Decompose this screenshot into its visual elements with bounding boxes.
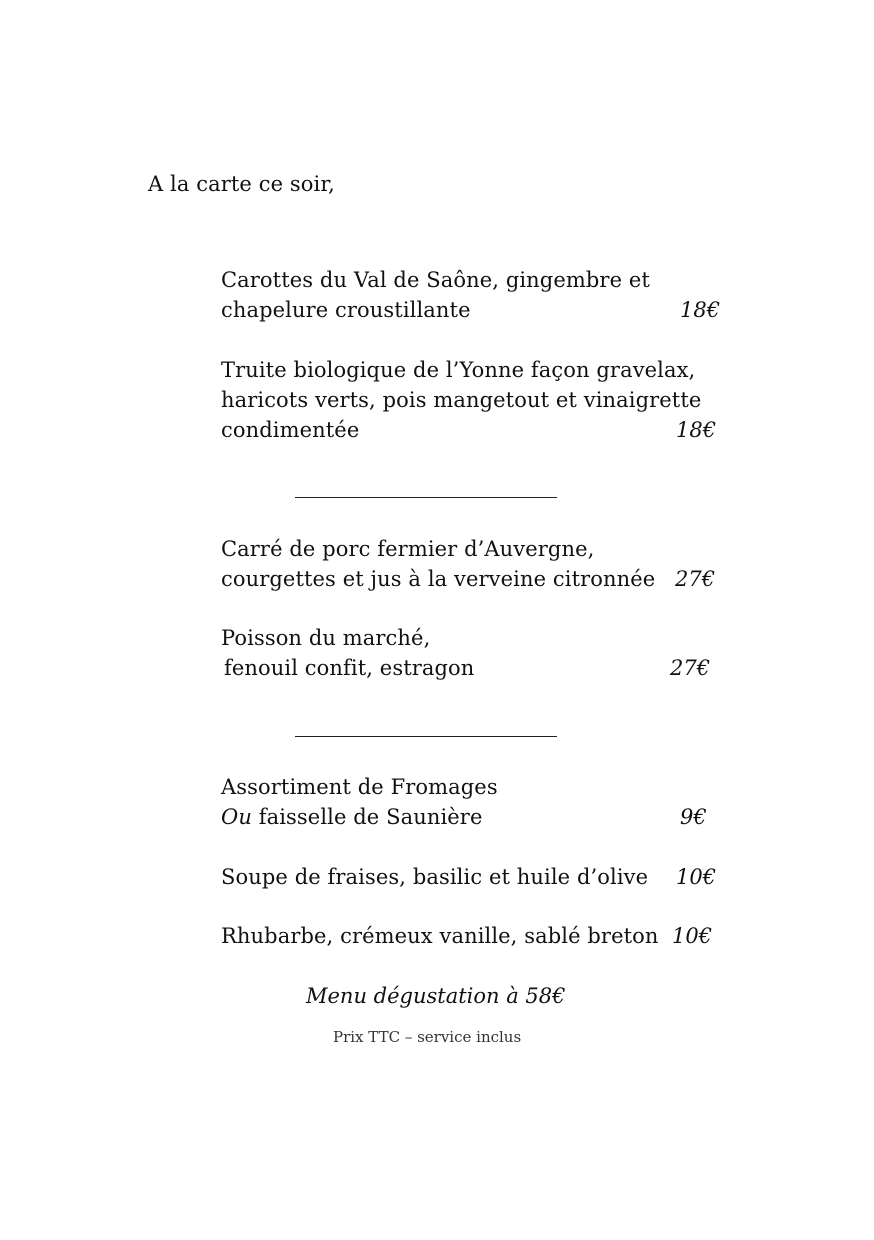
dessert-1-alt-text: faisselle de Saunière	[258, 805, 483, 829]
starter-2-line-1: Truite biologique de l’Yonne façon gravelax,	[221, 358, 696, 382]
starter-1-line-1: Carottes du Val de Saône, gingembre et	[221, 268, 650, 292]
dessert-1-price: 9€	[680, 805, 707, 829]
starter-2-line-2: haricots verts, pois mangetout et vinaigrette	[221, 388, 702, 412]
dessert-1-line-1: Assortiment de Fromages	[221, 775, 498, 799]
main-1-line-1: Carré de porc fermier d’Auvergne,	[221, 537, 595, 561]
starter-1-price: 18€	[680, 298, 721, 322]
main-1-line-2: courgettes et jus à la verveine citronnée	[221, 567, 656, 591]
dessert-3-price: 10€	[672, 924, 713, 948]
starter-1-line-2: chapelure croustillante	[221, 298, 471, 322]
dessert-2-line: Soupe de fraises, basilic et huile d’olive	[221, 865, 649, 889]
dessert-1-or-word: Ou	[221, 805, 252, 829]
footer-note: Prix TTC – service inclus	[333, 1028, 522, 1046]
starter-2-line-3: condimentée	[221, 418, 360, 442]
main-1-price: 27€	[675, 567, 716, 591]
section-divider	[295, 736, 557, 737]
section-divider	[295, 497, 557, 498]
main-2-line-1: Poisson du marché,	[221, 626, 431, 650]
tasting-menu-text: Menu dégustation à 58€	[306, 984, 566, 1008]
dessert-3-line: Rhubarbe, crémeux vanille, sablé breton	[221, 924, 659, 948]
main-2-price: 27€	[670, 656, 711, 680]
intro-text: A la carte ce soir,	[148, 172, 335, 196]
main-2-line-2: fenouil confit, estragon	[224, 656, 475, 680]
dessert-2-price: 10€	[676, 865, 717, 889]
starter-2-price: 18€	[676, 418, 717, 442]
dessert-1-line-2	[221, 805, 482, 829]
